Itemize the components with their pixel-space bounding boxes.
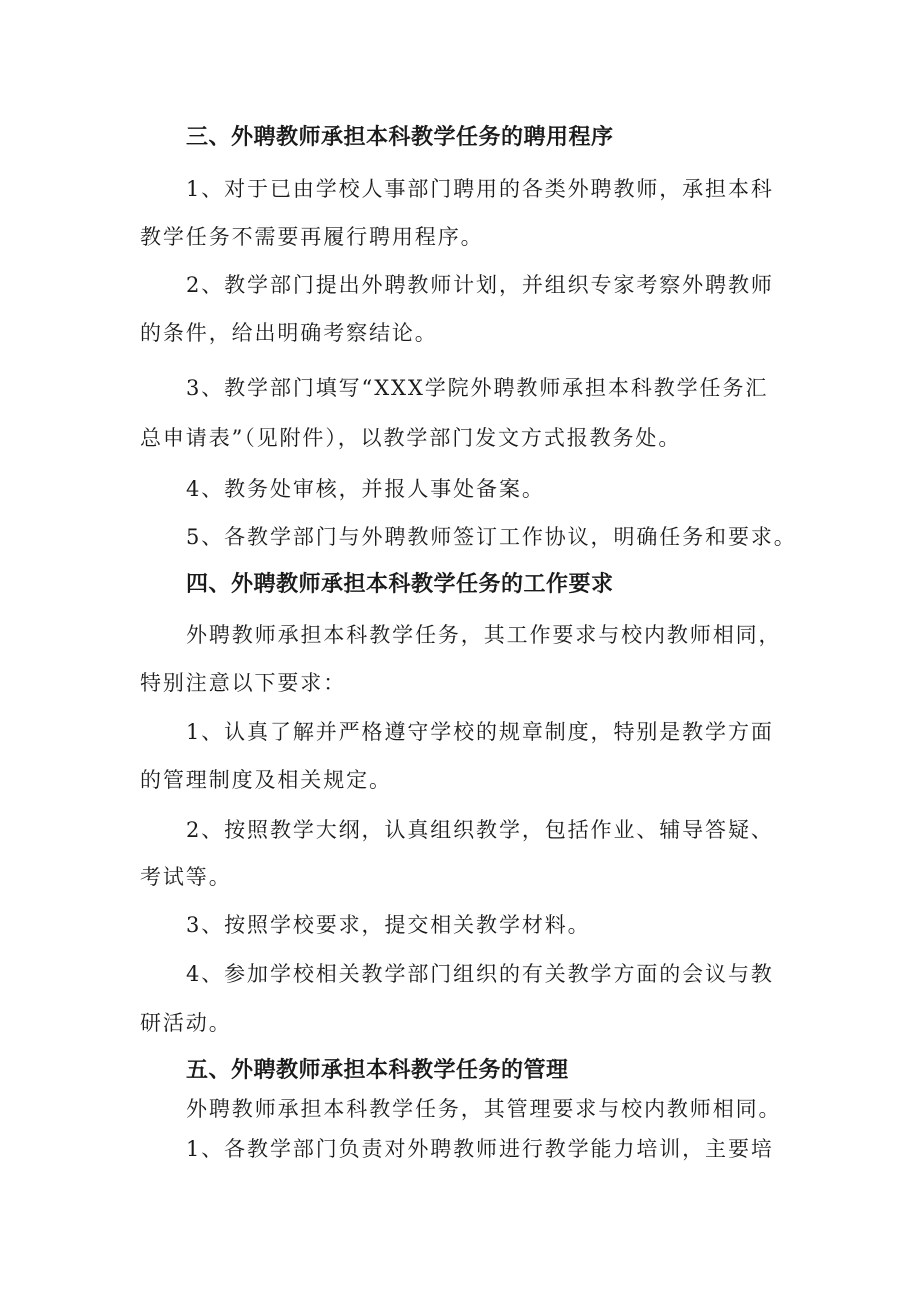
s3-item-1-line-2: 教学任务不需要再履行聘用程序。 <box>140 225 484 249</box>
s4-item-1-line-1: 1、认真了解并严格遵守学校的规章制度，特别是教学方面 <box>186 720 774 744</box>
s3-item-5: 5、各教学部门与外聘教师签订工作协议，明确任务和要求。 <box>186 525 797 549</box>
section-3-heading: 三、外聘教师承担本科教学任务的聘用程序 <box>186 125 614 150</box>
s4-intro-line-2: 特别注意以下要求： <box>140 671 347 695</box>
section-4-heading: 四、外聘教师承担本科教学任务的工作要求 <box>186 572 614 597</box>
section-5-heading: 五、外聘教师承担本科教学任务的管理 <box>186 1058 569 1083</box>
s3-item-3-line-2: 总申请表”（见附件），以教学部门发文方式报教务处。 <box>140 426 682 450</box>
s3-item-1-line-1: 1、对于已由学校人事部门聘用的各类外聘教师，承担本科 <box>186 177 774 201</box>
s3-item-2-line-2: 的条件，给出明确考察结论。 <box>140 321 438 345</box>
s4-item-3: 3、按照学校要求，提交相关教学材料。 <box>186 913 591 937</box>
s5-intro: 外聘教师承担本科教学任务，其管理要求与校内教师相同。 <box>186 1097 782 1121</box>
s3-item-3-line-1: 3、教学部门填写“XXX学院外聘教师承担本科教学任务汇 <box>186 376 769 400</box>
s4-item-2-line-2: 考试等。 <box>140 865 232 889</box>
s5-item-1-line-1: 1、各教学部门负责对外聘教师进行教学能力培训，主要培 <box>186 1137 774 1161</box>
s3-item-2-line-1: 2、教学部门提出外聘教师计划，并组织专家考察外聘教师 <box>186 273 774 297</box>
s4-intro-line-1: 外聘教师承担本科教学任务，其工作要求与校内教师相同， <box>186 623 782 647</box>
s4-item-4-line-1: 4、参加学校相关教学部门组织的有关教学方面的会议与教 <box>186 962 774 986</box>
s4-item-4-line-2: 研活动。 <box>140 1011 232 1035</box>
s3-item-4: 4、教务处审核，并报人事处备案。 <box>186 477 545 501</box>
s4-item-2-line-1: 2、按照教学大纲，认真组织教学，包括作业、辅导答疑、 <box>186 818 774 842</box>
s4-item-1-line-2: 的管理制度及相关规定。 <box>140 768 392 792</box>
